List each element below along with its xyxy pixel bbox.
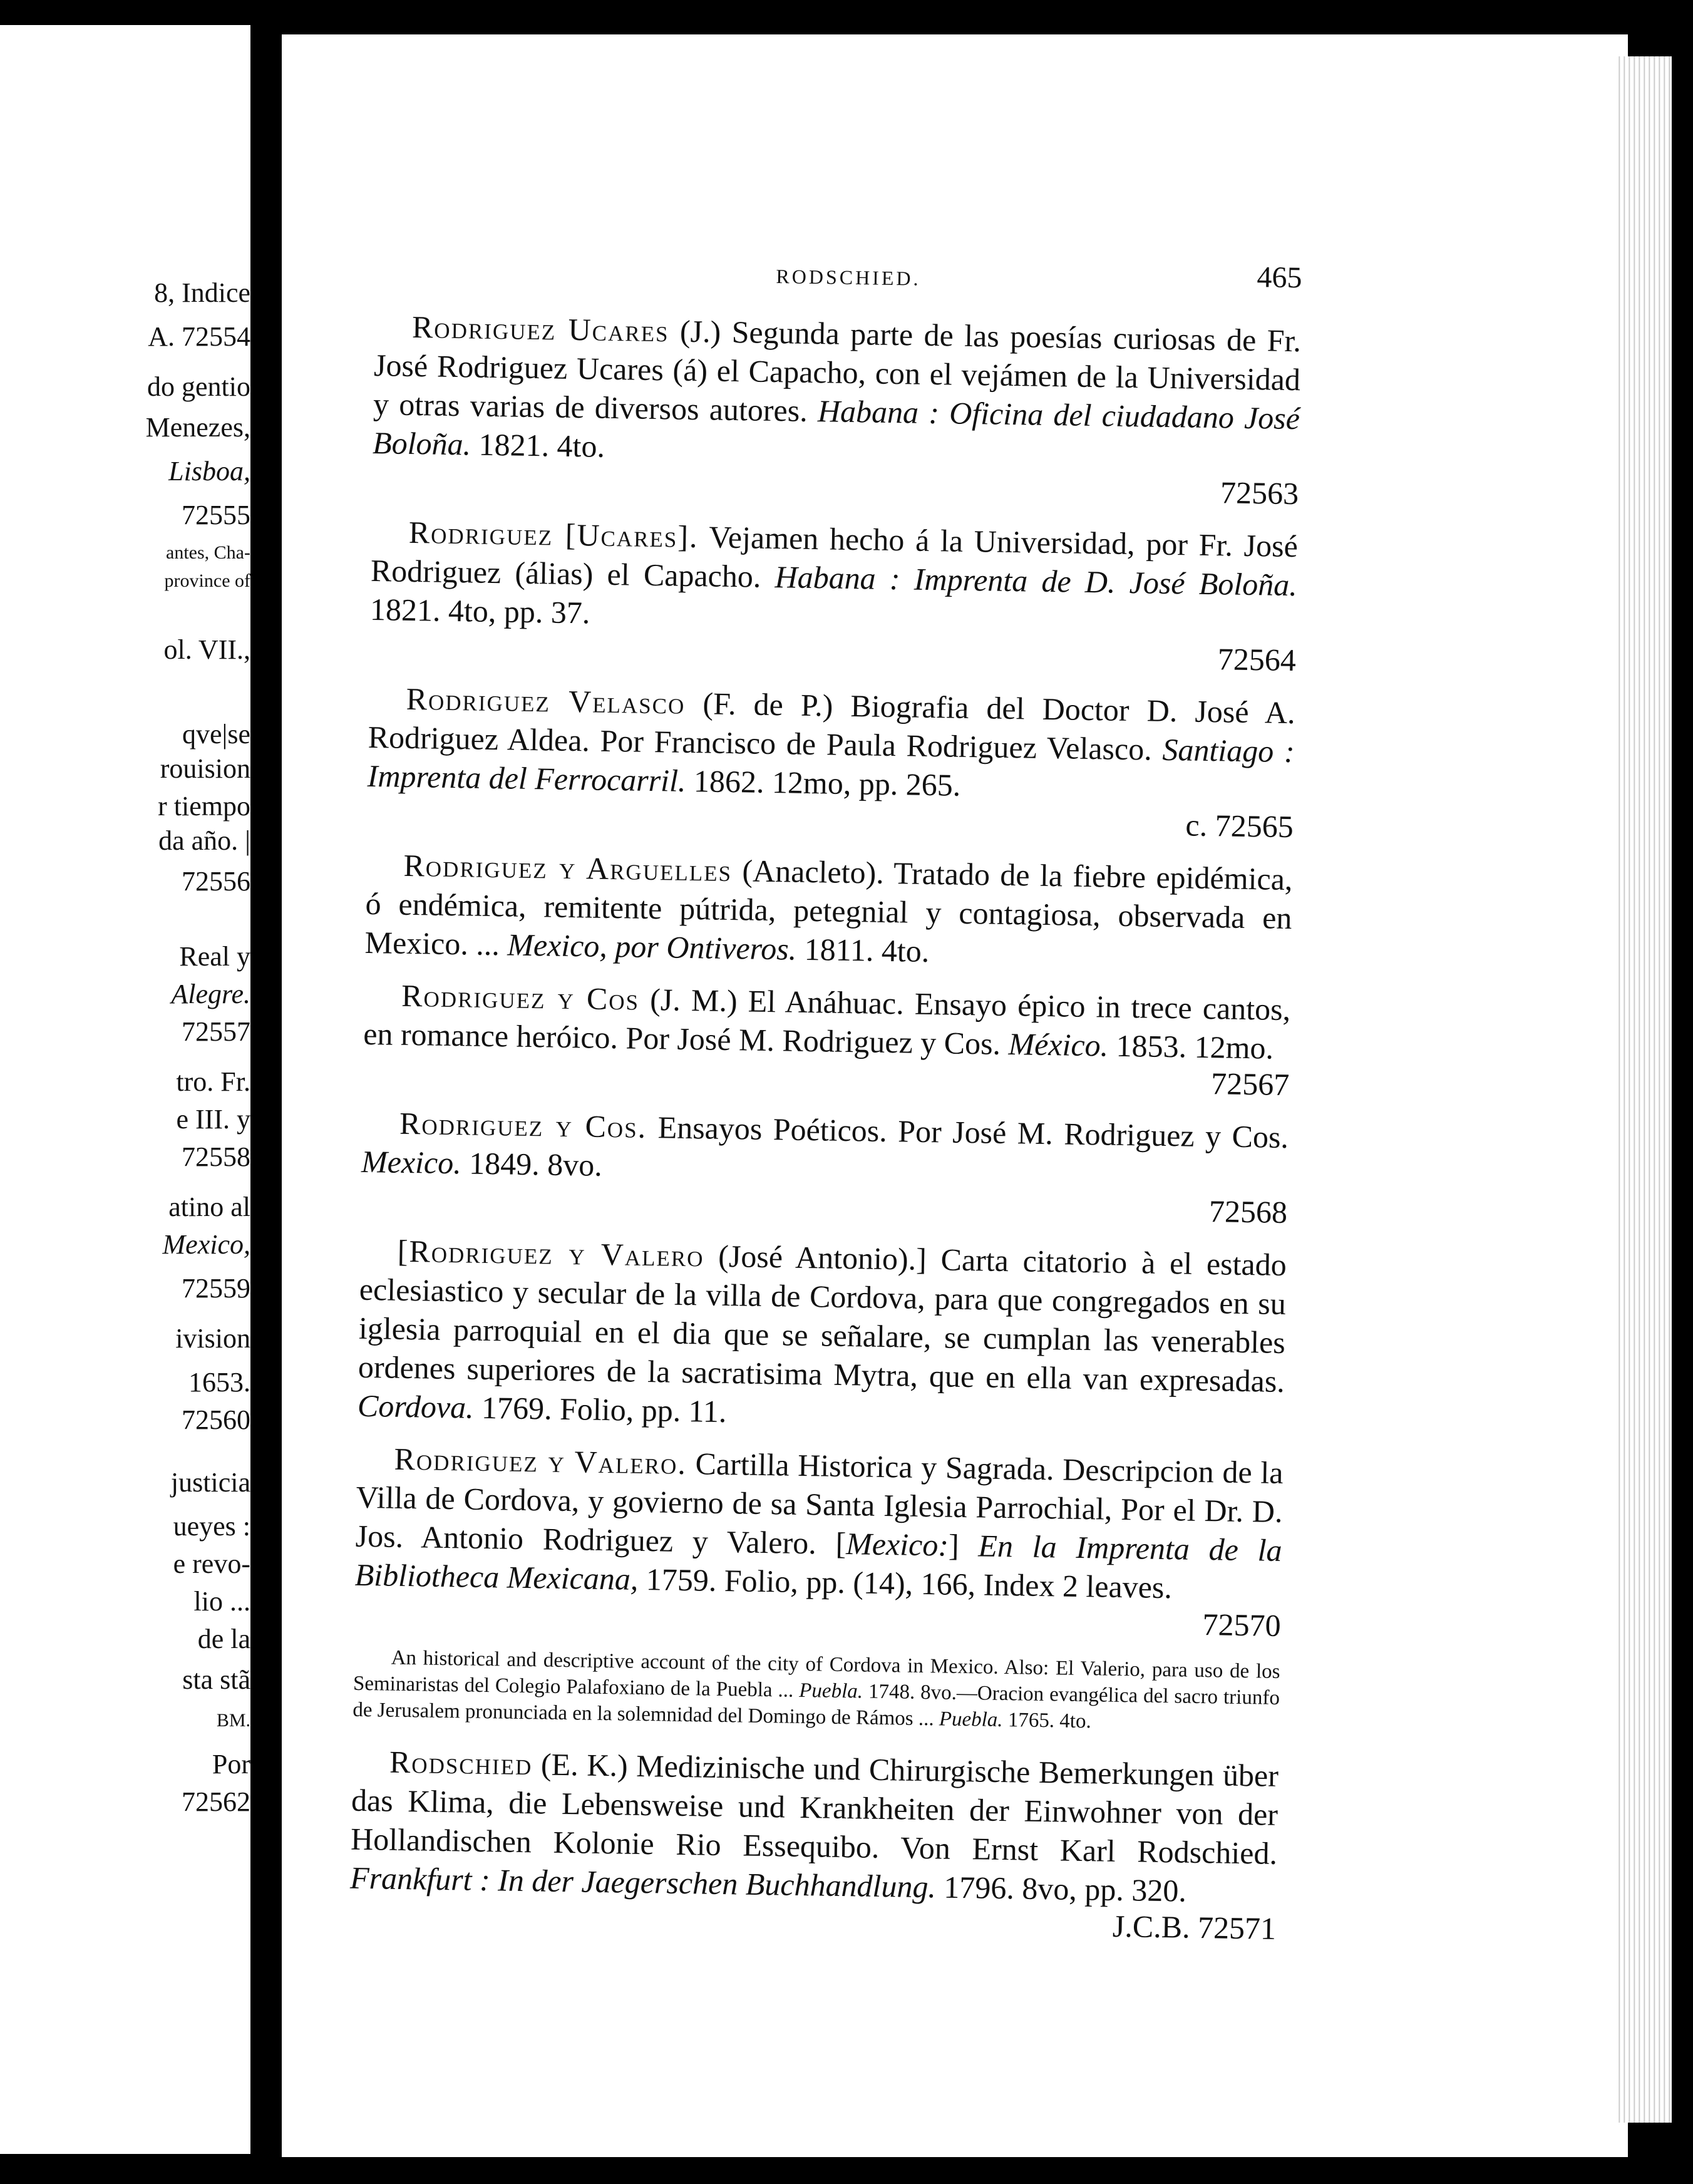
facing-page-line: 8, Indice [154,277,250,308]
facing-page-line: antes, Cha- [166,542,250,563]
entry-number: 72570 [1202,1607,1282,1643]
facing-page-line: 72558 [182,1141,250,1172]
entry-heading: Rodriguez y Arguelles [403,847,733,889]
entry-text: (F. de P.) Biografia del Doctor D. José A. Rodriguez Aldea. Por Francisco de Paula Rodriguez Velasco. [368,685,1296,767]
entry-number: 72564 [1217,641,1297,678]
imprint-text: Santiago : Imprenta del Ferrocarril. [367,731,1295,798]
entry-text: Vejamen hecho á la Universidad, por Fr. José Rodriguez (álias) el Capacho. [370,519,1299,595]
entry-text: An historical and descriptive account of the city of Cordova in Mexico. Also: El Valerio, para uso de los Seminaristas del Colegio Palafoxiano de la Puebla ... [352,1646,1280,1702]
facing-page-line: qve|se [182,719,250,749]
entry-number: c. 72565 [1185,807,1294,845]
entry-body [373,307,1302,476]
bibliography-entry [363,976,1291,1104]
facing-page-line: Alegre. [171,979,250,1009]
facing-page-line: 72560 [182,1404,250,1435]
entry-text: 1821. 4to. [470,426,605,464]
facing-page-line: Menezes, [145,412,250,443]
facing-page-line: A. 72554 [148,321,250,352]
facing-page-line: lio ... [193,1586,250,1617]
entry-heading: [Rodriguez y Valero [397,1233,704,1274]
entry-number: J.C.B. 72571 [1112,1908,1277,1946]
entry-body [363,976,1291,1068]
facing-page-line: de la [197,1624,250,1654]
bibliography-entry [369,512,1299,679]
entry-heading: Rodschied [389,1744,533,1782]
imprint-text: Puebla. [939,1708,1003,1732]
bibliography-entry [358,1231,1287,1440]
entry-text: ] [948,1527,979,1563]
facing-page-line: Mexico, [162,1229,250,1260]
entry-text: 1759. Folio, pp. (14), 166, Index 2 leaves. [637,1561,1173,1605]
entry-heading: Rodriguez [Ucares]. [408,514,699,555]
entry-number: 72567 [1210,1066,1290,1103]
entry-text: Cartilla Historica y Sagrada. Descripcion de la Villa de Cordova, y govierno de sa Santa Iglesia Parrochial, Por el Dr. D. Jos. Antonio Rodriguez y Valero. [ [355,1446,1284,1562]
page-edges [1615,56,1672,2123]
facing-page-line: tro. Fr. [176,1066,250,1097]
bibliography-entry [364,845,1293,976]
entry-heading: Rodriguez Ucares [411,309,670,349]
entry-text: 1765. 4to. [1002,1709,1092,1733]
facing-page-line: 72555 [182,500,250,530]
imprint-text: Mexico, por Ontiveros. [507,927,797,967]
facing-page-line: Por [212,1749,250,1780]
facing-page-line: sta stã [182,1664,250,1695]
facing-page-line: 72556 [182,866,250,897]
bibliography-entry [361,1103,1289,1232]
facing-page-line: ol. VII., [163,634,250,665]
facing-page-line: Lisboa, [168,456,250,487]
bibliography-entry [372,307,1302,513]
imprint-text: Mexico. [361,1143,462,1181]
entry-text: (Anacleto). Tratado de la fiebre epidémica, ó endémica, remitente pútrida, petegnial y contagiosa, observada en Mexico. ... [364,853,1293,962]
facing-page-line: ueyes : [173,1511,250,1542]
facing-page-line: e III. y [176,1104,250,1135]
entry-text: (José Antonio).] Carta citatorio à el estado eclesiastico y secular de la villa de Cordova, para que congregados en su iglesia parroquial en el dia que se señalare, se cumplan las venerables ordenes superiores de la sacratisima Mytra, que en ella van expresadas. [358,1238,1287,1399]
facing-page-line: BM. [216,1710,250,1731]
page-content [349,250,1302,1962]
facing-page-line: da año. | [158,825,250,856]
entry-heading: Rodriguez Velasco [406,681,686,721]
facing-page-line: Real y [179,941,250,972]
imprint-text: Puebla. [799,1679,863,1703]
entry-text: 1811. 4to. [796,931,930,969]
imprint-text: Cordova. [357,1388,475,1425]
entry-number: 72568 [1208,1193,1288,1230]
imprint-text: Mexico: [845,1526,949,1563]
facing-page-line: 72562 [182,1786,250,1817]
entry-text: 1821. 4to, pp. 37. [369,591,590,631]
entry-body [361,1103,1289,1195]
imprint-text: En la Imprenta de la Bibliotheca Mexicana, [354,1528,1282,1597]
bibliography-entry [349,1742,1279,1948]
entry-text: 1769. Folio, pp. 11. [473,1389,727,1429]
entry-note [352,1644,1280,1738]
bibliography-entry [366,679,1295,846]
right-edge [1672,0,1693,2184]
entry-text: 1796. 8vo, pp. 320. [935,1869,1187,1908]
facing-page-line: 72559 [182,1273,250,1304]
facing-page-line: atino al [168,1192,250,1222]
entry-body [350,1742,1279,1912]
page-number: 465 [1257,260,1302,295]
entry-list [349,307,1302,1948]
facing-page-line: rouision [160,753,250,784]
entry-heading: Rodriguez y Cos. [399,1105,647,1145]
imprint-text: Habana : Oficina del ciudadano José Boloña. [372,393,1300,462]
facing-page-line: justicia [170,1467,250,1498]
facing-page-line: r tiempo [158,791,250,822]
entry-heading: Rodriguez y Cos [401,977,640,1017]
entry-text: (E. K.) Medizinische und Chirurgische Bemerkungen über das Klima, die Lebensweise und Krankheiten der Einwohner von der Hollandischen Kolonie Rio Essequibo. Von Ernst Karl Rodschied. [350,1746,1279,1871]
entry-heading: Rodriguez y Valero. [394,1441,687,1481]
entry-text: 1849. 8vo. [461,1145,603,1183]
facing-page-line: province of [164,570,250,591]
facing-page-line: do gentio [147,371,250,402]
entry-body [364,845,1293,976]
entry-text: 1862. 12mo, pp. 265. [686,763,961,803]
entry-text: (J.) Segunda parte de las poesías curiosas de Fr. José Rodriguez Ucares (á) el Capacho, con el vejámen de la Universidad y otras varias de diversos autores. [373,313,1302,429]
entry-number: 72563 [1220,475,1299,512]
imprint-text: Habana : Imprenta de D. José Boloña. [774,559,1298,603]
facing-page-line: ivision [175,1323,250,1354]
entry-body [358,1231,1287,1440]
imprint-text: Frankfurt : In der Jaegerschen Buchhandlung. [349,1860,937,1905]
facing-page [0,25,250,2154]
entry-text: 1853. 12mo. [1108,1028,1274,1066]
entry-body [354,1439,1284,1609]
entry-text: (J. M.) El Anáhuac. Ensayo épico in trece cantos, en romance heróico. Por José M. Rodriguez y Cos. [363,981,1291,1062]
entry-body [370,512,1299,643]
entry-body [367,679,1295,810]
entry-text: Ensayos Poéticos. Por José M. Rodriguez y Cos. [646,1109,1289,1155]
imprint-text: México. [1008,1026,1109,1063]
facing-page-line: 72557 [182,1016,250,1047]
bibliography-entry [354,1439,1284,1645]
facing-page-line: e revo- [173,1548,250,1579]
book-gutter [250,0,282,2184]
facing-page-line: 1653. [188,1367,250,1398]
running-head-title: RODSCHIED. [776,265,921,290]
entry-text: 1748. 8vo.—Oracion evangélica del sacro triunfo de Jerusalem pronunciada en la solemnidad del Domingo de Rámos ... [352,1680,1280,1731]
